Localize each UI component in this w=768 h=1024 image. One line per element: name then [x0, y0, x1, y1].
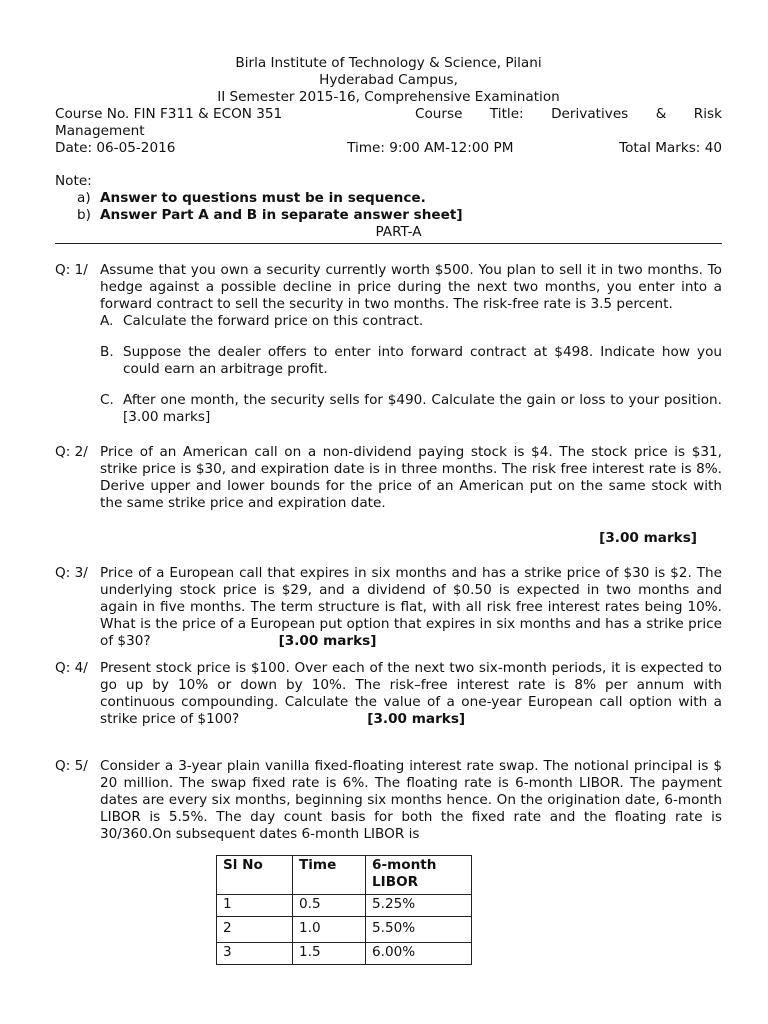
- question-1: [55, 262, 722, 426]
- question-2: [55, 444, 722, 547]
- question-number: Q: 1/: [55, 262, 88, 278]
- libor-table: [216, 855, 472, 965]
- sub-question-c: C. After one month, the security sells for $490. Calculate the gain or loss to your position. [3.00 marks]: [100, 392, 722, 425]
- exam-title: II Semester 2015-16, Comprehensive Examination: [217, 89, 560, 105]
- date-time-row: [55, 140, 722, 157]
- course-number: Course No. FIN F311 & ECON 351: [55, 106, 283, 122]
- question-number: Q: 2/: [55, 444, 88, 460]
- question-marks: [3.00 marks]: [367, 711, 466, 727]
- part-a-heading: PART-A: [375, 224, 422, 240]
- campus-name: Hyderabad Campus,: [319, 72, 458, 88]
- question-text: Consider a 3-year plain vanilla fixed-floating interest rate swap. The notional principal is $ 20 million. The swap fixed rate is 6%. The floating rate is 6-month LIBOR. The payment dates are every six months, beginning six months hence. On the origination date, 6-month LIBOR is 5.5%. The day count basis for both the fixed rate and the floating rate is 30/360.On subsequent dates 6-month LIBOR is: [100, 758, 722, 842]
- question-number: Q: 4/: [55, 660, 88, 676]
- total-marks: Total Marks: 40: [619, 140, 722, 156]
- table-row: 3 1.5 6.00%: [217, 943, 472, 965]
- note-label: Note:: [55, 173, 92, 189]
- divider: [55, 243, 722, 244]
- course-row: [55, 106, 722, 123]
- exam-time: Time: 9:00 AM-12:00 PM: [347, 140, 514, 156]
- question-text: Price of an American call on a non-dividend paying stock is $4. The stock price is $31, strike price is $30, and expiration date is in three months. The risk free interest rate is 8%. Derive upper and lower bounds for the price of an American put on the same stock with the same strike price and expiration date.: [100, 444, 722, 511]
- note-item: a) Answer to questions must be in sequence.: [77, 190, 426, 206]
- notes: [55, 173, 722, 224]
- question-5: [55, 758, 722, 843]
- table-row: 1 0.5 5.25%: [217, 895, 472, 917]
- question-text: Price of a European call that expires in six months and has a strike price of $30 is $2. The underlying stock price is $29, and a dividend of $0.50 is expected in two months and again in five months. The term structure is flat, with all risk free interest rates being 10%. What is the price of a European put option that expires in six months and has a strike price of $30?: [100, 565, 722, 649]
- table-header-row: [217, 856, 472, 895]
- question-number: Q: 3/: [55, 565, 88, 581]
- question-text: Assume that you own a security currently worth $500. You plan to sell it in two months. To hedge against a possible decline in price during the next two months, you enter into a forward contract to sell the security in two months. The risk-free rate is 3.5 percent.: [100, 262, 722, 312]
- question-number: Q: 5/: [55, 758, 88, 774]
- sub-question-a: A. Calculate the forward price on this contract.: [100, 313, 424, 329]
- column-header: Sl No: [217, 856, 293, 895]
- exam-date: Date: 06-05-2016: [55, 140, 176, 156]
- table-row: 2 1.0 5.50%: [217, 917, 472, 943]
- question-3: [55, 565, 722, 650]
- column-header: 6-month LIBOR: [366, 856, 472, 895]
- exam-page: [55, 55, 722, 965]
- question-text: Present stock price is $100. Over each of the next two six-month periods, it is expected to go up by 10% or down by 10%. The risk–free interest rate is 8% per annum with continuous compounding. Calculate the value of a one-year European call option with a strike price of $100?: [100, 660, 722, 727]
- course-title: Course Title: Derivatives & Risk: [415, 106, 722, 122]
- question-marks: [3.00 marks]: [599, 530, 697, 546]
- question-marks: [3.00 marks]: [278, 633, 377, 649]
- sub-question-b: B. Suppose the dealer offers to enter into forward contract at $498. Indicate how you could earn an arbitrage profit.: [100, 344, 722, 377]
- note-item: b) Answer Part A and B in separate answer sheet]: [77, 207, 463, 223]
- question-4: [55, 660, 722, 728]
- column-header: Time: [293, 856, 366, 895]
- institute-name: Birla Institute of Technology & Science, Pilani: [235, 55, 542, 71]
- course-title-continued: Management: [55, 123, 145, 139]
